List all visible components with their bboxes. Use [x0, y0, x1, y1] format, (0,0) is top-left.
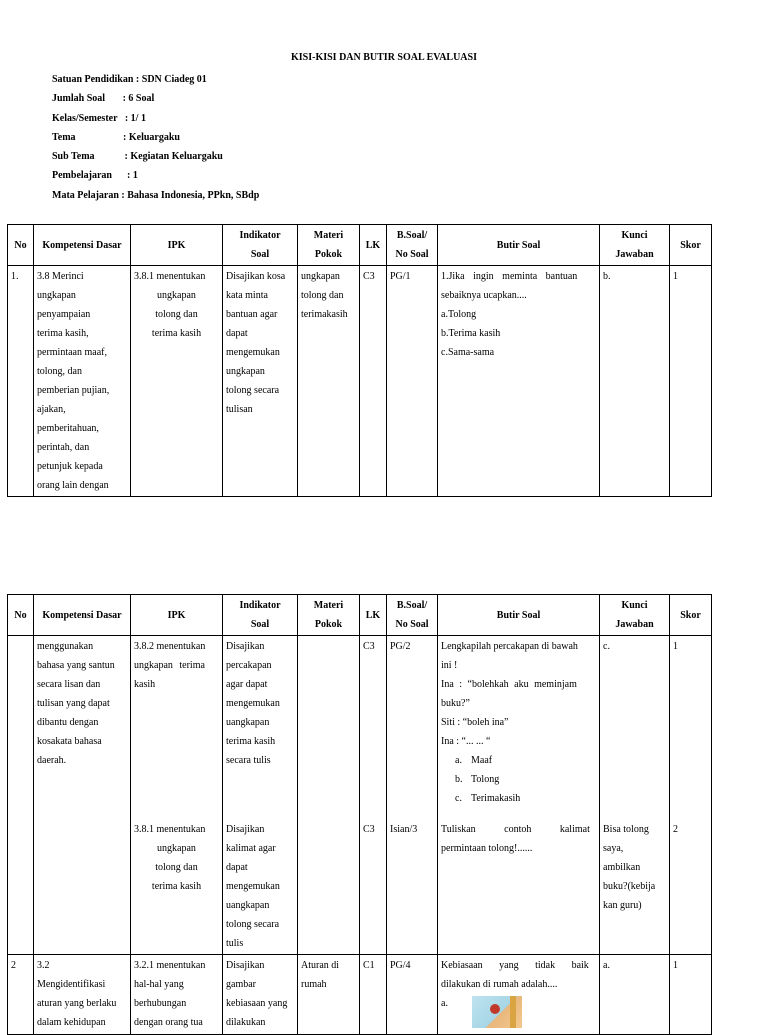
meta-pembelajaran: Pembelajaran : 1 [52, 170, 138, 182]
cell-no [8, 636, 34, 819]
cell-skor: 2 [670, 819, 712, 955]
header-skor: Skor [670, 595, 712, 636]
header-bsoal: B.Soal/ No Soal [387, 225, 438, 266]
cell-butir: Kebiasaan yang tidak baik dilakukan di rumah adalah.... a. [438, 955, 600, 1035]
option-a: a. Maaf [455, 755, 493, 766]
table-header-row [8, 225, 712, 266]
cell-materi: Aturan di rumah [298, 955, 360, 1035]
header-kd: Kompetensi Dasar [34, 595, 131, 636]
cell-skor: 1 [670, 955, 712, 1035]
cell-indikator: Disajikan gambar kebiasaan yang dilakukan [223, 955, 298, 1035]
cell-kd: 3.8 Merinci ungkapan penyampaian terima kasih, permintaan maaf, tolong, dan pemberian pujian, ajakan, pemberitahuan, perintah, dan petunjuk kepada orang lain dengan [34, 266, 131, 497]
meta-mapel: Mata Pelajaran : Bahasa Indonesia, PPkn, SBdp [52, 189, 260, 201]
header-bsoal: B.Soal/ No Soal [387, 595, 438, 636]
meta-satuan: Satuan Pendidikan : SDN Ciadeg 01 [52, 74, 207, 85]
cell-no: 1. [8, 266, 34, 497]
option-c: c. Terimakasih [455, 793, 521, 804]
cell-kunci: Bisa tolong saya, ambilkan buku?(kebija kan guru) [600, 819, 670, 955]
cell-butir: 1.Jika ingin meminta bantuan sebaiknya ucapkan.... a.Tolong b.Terima kasih c.Sama-sama [438, 266, 600, 497]
cell-kunci: b. [600, 266, 670, 497]
cell-bsoal: PG/1 [387, 266, 438, 497]
header-skor: Skor [670, 225, 712, 266]
cell-materi [298, 819, 360, 955]
meta-tema: Tema : Keluargaku [52, 131, 180, 143]
cell-no: 2 [8, 955, 34, 1035]
header-lk: LK [360, 595, 387, 636]
cell-lk: C1 [360, 955, 387, 1035]
header-kd: Kompetensi Dasar [34, 225, 131, 266]
header-no: No [8, 225, 34, 266]
option-b: b. Tolong [455, 774, 500, 785]
document-title: KISI-KISI DAN BUTIR SOAL EVALUASI [291, 52, 477, 63]
cell-kd: 3.2 Mengidentifikasi aturan yang berlaku dalam kehidupan [34, 955, 131, 1035]
header-materi: Materi Pokok [298, 595, 360, 636]
header-butir: Butir Soal [438, 595, 600, 636]
header-kunci: Kunci Jawaban [600, 595, 670, 636]
header-indikator: Indikator Soal [223, 225, 298, 266]
meta-jumlah-soal: Jumlah Soal : 6 Soal [52, 93, 155, 105]
table-row [8, 266, 712, 497]
cell-bsoal: PG/2 [387, 636, 438, 819]
header-ipk: IPK [131, 225, 223, 266]
cell-kd: menggunakan bahasa yang santun secara lisan dan tulisan yang dapat dibantu dengan kosakata bahasa daerah. [34, 636, 131, 819]
cell-skor: 1 [670, 636, 712, 819]
cell-kd [34, 819, 131, 955]
cell-bsoal: PG/4 [387, 955, 438, 1035]
identity-block [52, 70, 259, 205]
cell-butir: Lengkapilah percakapan di bawah ini ! Ina : “bolehkah aku meminjam buku?” Siti : “boleh ina” Ina : “... ... “ a. Maaf b. Tolong c. Terimakasih [438, 636, 600, 819]
cell-lk: C3 [360, 819, 387, 955]
table-header-row [8, 595, 712, 636]
table-row [8, 636, 712, 819]
cell-ipk: 3.2.1 menentukan hal-hal yang berhubungan dengan orang tua [131, 955, 223, 1035]
header-butir: Butir Soal [438, 225, 600, 266]
cell-ipk: 3.8.2 menentukan ungkapan terima kasih [131, 636, 223, 819]
header-ipk: IPK [131, 595, 223, 636]
header-no: No [8, 595, 34, 636]
cell-skor: 1 [670, 266, 712, 497]
cell-kunci: c. [600, 636, 670, 819]
meta-subtema: Sub Tema : Kegiatan Keluargaku [52, 151, 223, 163]
header-materi: Materi Pokok [298, 225, 360, 266]
kisi-table-2 [7, 594, 712, 1035]
option-a-image [472, 996, 522, 1028]
header-kunci: Kunci Jawaban [600, 225, 670, 266]
cell-indikator: Disajikan kalimat agar dapat mengemukan uangkapan tolong secara tulis [223, 819, 298, 955]
meta-kelas: Kelas/Semester : 1/ 1 [52, 112, 146, 124]
cell-indikator: Disajikan percakapan agar dapat mengemukan uangkapan terima kasih secara tulis [223, 636, 298, 819]
header-indikator: Indikator Soal [223, 595, 298, 636]
cell-no [8, 819, 34, 955]
kisi-table-1 [7, 224, 712, 497]
cell-materi [298, 636, 360, 819]
cell-indikator: Disajikan kosa kata minta bantuan agar dapat mengemukan ungkapan tolong secara tulisan [223, 266, 298, 497]
cell-bsoal: Isian/3 [387, 819, 438, 955]
cell-lk: C3 [360, 636, 387, 819]
cell-ipk: 3.8.1 menentukan ungkapan tolong dan terima kasih [131, 266, 223, 497]
cell-lk: C3 [360, 266, 387, 497]
header-lk: LK [360, 225, 387, 266]
cell-materi: ungkapan tolong dan terimakasih [298, 266, 360, 497]
cell-kunci: a. [600, 955, 670, 1035]
cell-butir: Tuliskan contoh kalimat permintaan tolong!...... [438, 819, 600, 955]
table-row [8, 955, 712, 1035]
table-row [8, 819, 712, 955]
cell-ipk: 3.8.1 menentukan ungkapan tolong dan terima kasih [131, 819, 223, 955]
